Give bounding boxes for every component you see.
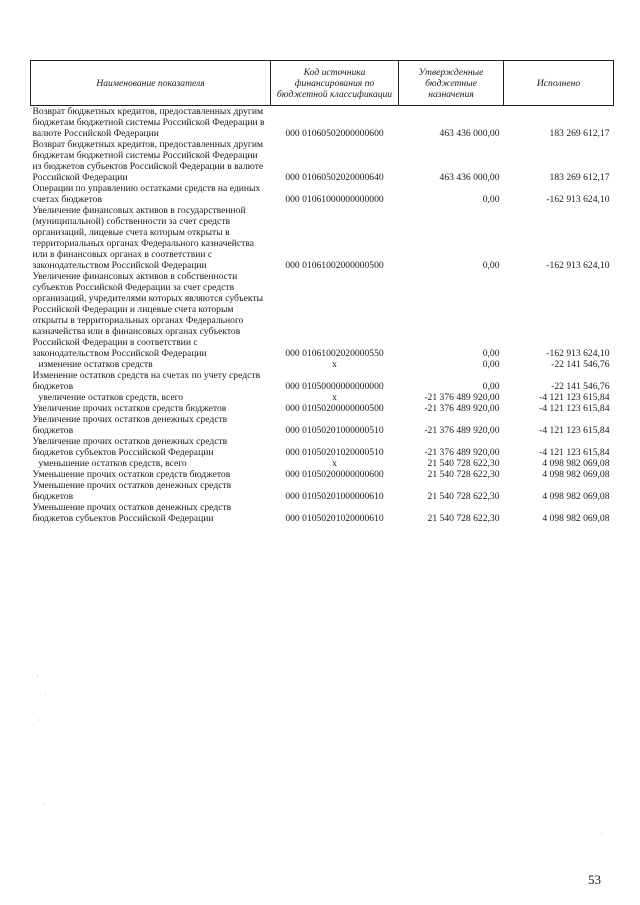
row-approved: -21 376 489 920,00 [424,425,500,436]
row-name: Увеличение прочих остатков средств бюджетов [32,403,227,414]
row-approved: 0,00 [482,260,500,271]
row-code: 000 01060502020000640 [285,172,384,183]
table-row [31,370,614,392]
row-approved: -21 376 489 920,00 [424,447,500,458]
row-executed: -162 913 624,10 [546,260,610,271]
row-executed: -4 121 123 615,84 [539,447,610,458]
row-code: 000 01050201000000510 [285,425,384,436]
row-code: 000 01050201020000510 [285,447,384,458]
page-number: 53 [588,872,601,887]
row-approved: -21 376 489 920,00 [424,403,500,414]
row-code: x [332,458,337,469]
row-approved: 21 540 728 622,30 [427,458,500,469]
row-approved: 21 540 728 622,30 [427,491,500,502]
row-executed: -162 913 624,10 [546,348,610,359]
row-executed: -22 141 546,76 [551,359,610,370]
row-executed: -22 141 546,76 [551,381,610,392]
row-code: 000 01050000000000000 [285,381,384,392]
row-executed: -4 121 123 615,84 [539,392,610,403]
column-header-code: Код источника финансирования по бюджетной классификации [271,61,399,106]
row-approved: -21 376 489 920,00 [424,392,500,403]
row-code: 000 01050201000000610 [285,491,384,502]
column-header-executed: Исполнено [504,61,614,106]
scan-mark: · [600,830,603,839]
table-row [31,205,614,271]
row-name: Увеличение финансовых активов в собственности субъектов Российской Федерации за счет средств организаций, учредителями которых являются субъекты Российской Федерации и лицевые счета которым открыты в территориальных органах Федерального казначейства или в финансовых органах субъектов Российской Федерации в соответствии с законодательством Российской Федерации [32,271,264,359]
table-body [31,106,614,525]
row-name: изменение остатков средств [38,359,153,370]
row-name: уменьшение остатков средств, всего [38,458,187,469]
scan-mark: · [42,800,45,809]
row-code: x [332,392,337,403]
row-name: Уменьшение прочих остатков денежных средств бюджетов [32,480,232,502]
row-code: 000 01050201020000610 [285,513,384,524]
scan-mark: · [38,716,41,725]
row-executed: 4 098 982 069,08 [542,513,610,524]
table-row [31,359,614,370]
column-header-approved: Утвержденные бюджетные назначения [399,61,504,106]
table-row [31,139,614,183]
row-name: Изменение остатков средств на счетах по учету средств бюджетов [32,370,261,392]
scan-mark: · [36,672,39,681]
row-code: 000 01050200000000600 [285,469,384,480]
row-executed: 4 098 982 069,08 [542,469,610,480]
row-name: увеличение остатков средств, всего [38,392,184,403]
row-approved: 463 436 000,00 [439,172,500,183]
row-approved: 463 436 000,00 [439,128,500,139]
scan-mark: · [44,690,47,699]
row-name: Увеличение прочих остатков денежных средств бюджетов субъектов Российской Федерации [32,436,228,458]
row-executed: 183 269 612,17 [549,172,610,183]
table-header-row [31,61,614,106]
column-header-name: Наименование показателя [31,61,271,106]
row-code: 000 01060502000000600 [285,128,384,139]
row-name: Уменьшение прочих остатков денежных средств бюджетов субъектов Российской Федерации [32,502,232,524]
row-name: Увеличение финансовых активов в государственной (муниципальной) собственности за счет средств организаций, лицевые счета которым открыты в территориальных органах Федерального казначейства или в финансовых органах в соответствии с законодательством Российской Федерации [32,205,255,271]
table-row [31,403,614,414]
row-executed: -4 121 123 615,84 [539,403,610,414]
table-row [31,469,614,480]
row-approved: 0,00 [482,194,500,205]
row-executed: 4 098 982 069,08 [542,491,610,502]
row-approved: 21 540 728 622,30 [427,469,500,480]
row-executed: -162 913 624,10 [546,194,610,205]
table-row [31,392,614,403]
table-row [31,414,614,436]
row-approved: 0,00 [482,348,500,359]
table-row [31,106,614,140]
row-code: 000 01061002020000550 [285,348,384,359]
row-code: x [332,359,337,370]
report-table [30,60,614,524]
row-name: Возврат бюджетных кредитов, предоставленных другим бюджетам бюджетной системы Российской Федерации из бюджетов субъектов Российской Федерации в валюте Российской Федерации [32,139,264,183]
row-name: Возврат бюджетных кредитов, предоставленных другим бюджетам бюджетной системы Российской Федерации в валюте Российской Федерации [32,106,265,139]
row-approved: 0,00 [482,381,500,392]
table-row [31,183,614,205]
table-row [31,458,614,469]
row-approved: 21 540 728 622,30 [427,513,500,524]
row-approved: 0,00 [482,359,500,370]
row-executed: 183 269 612,17 [549,128,610,139]
row-code: 000 01061002000000500 [285,260,384,271]
table-row [31,271,614,359]
row-name: Увеличение прочих остатков денежных средств бюджетов [32,414,228,436]
table-row [31,436,614,458]
table-row [31,480,614,502]
row-code: 000 01050200000000500 [285,403,384,414]
row-name: Уменьшение прочих остатков средств бюджетов [32,469,231,480]
row-code: 000 01061000000000000 [285,194,384,205]
row-name: Операции по управлению остатками средств на единых счетах бюджетов [32,183,261,205]
row-executed: -4 121 123 615,84 [539,425,610,436]
row-executed: 4 098 982 069,08 [542,458,610,469]
table-row [31,502,614,524]
